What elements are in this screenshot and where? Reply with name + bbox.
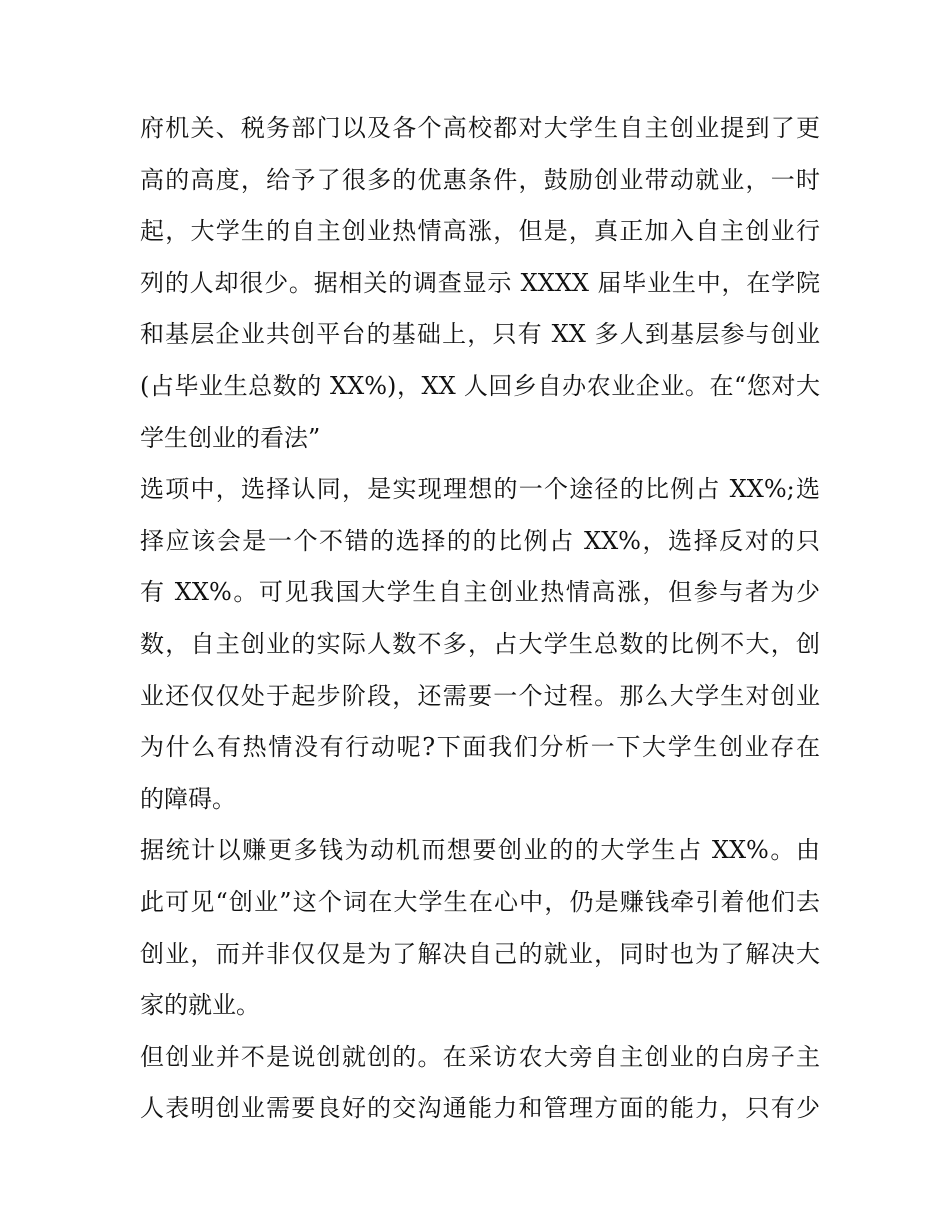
text-line: 学生创业的看法” xyxy=(140,423,321,452)
text-line: 此可见“创业”这个词在大学生在心中，仍是赚钱牵引着他们去 xyxy=(140,887,820,916)
paragraph-1 xyxy=(140,103,820,464)
text-line: 有 XX%。可见我国大学生自主创业热情高涨，但参与者为少 xyxy=(140,578,820,607)
text-line: 业还仅仅处于起步阶段，还需要一个过程。那么大学生对创业 xyxy=(140,681,820,710)
document-body xyxy=(140,103,820,1135)
text-line: 但创业并不是说创就创的。在采访农大旁自主创业的白房子主 xyxy=(140,1042,820,1071)
paragraph-3 xyxy=(140,825,820,1031)
text-line: 高的高度，给予了很多的优惠条件，鼓励创业带动就业，一时 xyxy=(140,165,820,194)
text-line: (占毕业生总数的 XX%)，XX 人回乡自办农业企业。在“您对大 xyxy=(140,371,820,400)
text-line: 起，大学生的自主创业热情高涨，但是，真正加入自主创业行 xyxy=(140,217,820,246)
text-line: 人表明创业需要良好的交沟通能力和管理方面的能力，只有少 xyxy=(140,1094,820,1123)
text-line: 的障碍。 xyxy=(140,784,236,813)
text-line: 为什么有热情没有行动呢?下面我们分析一下大学生创业存在 xyxy=(140,733,820,762)
text-line: 府机关、税务部门以及各个高校都对大学生自主创业提到了更 xyxy=(140,114,820,142)
text-line: 创业，而并非仅仅是为了解决自己的就业，同时也为了解决大 xyxy=(140,939,820,968)
text-line: 选项中，选择认同，是实现理想的一个途径的比例占 XX%;选 xyxy=(140,475,820,504)
text-line: 择应该会是一个不错的选择的的比例占 XX%，选择反对的只 xyxy=(140,526,820,555)
text-line: 据统计以赚更多钱为动机而想要创业的的大学生占 XX%。由 xyxy=(140,836,820,865)
text-line: 数，自主创业的实际人数不多，占大学生总数的比例不大，创 xyxy=(140,629,820,658)
paragraph-2 xyxy=(140,464,820,825)
text-line: 和基层企业共创平台的基础上，只有 XX 多人到基层参与创业 xyxy=(140,320,820,349)
paragraph-4 xyxy=(140,1032,820,1135)
text-line: 列的人却很少。据相关的调查显示 XXXX 届毕业生中，在学院 xyxy=(140,268,820,297)
text-line: 家的就业。 xyxy=(140,991,260,1020)
